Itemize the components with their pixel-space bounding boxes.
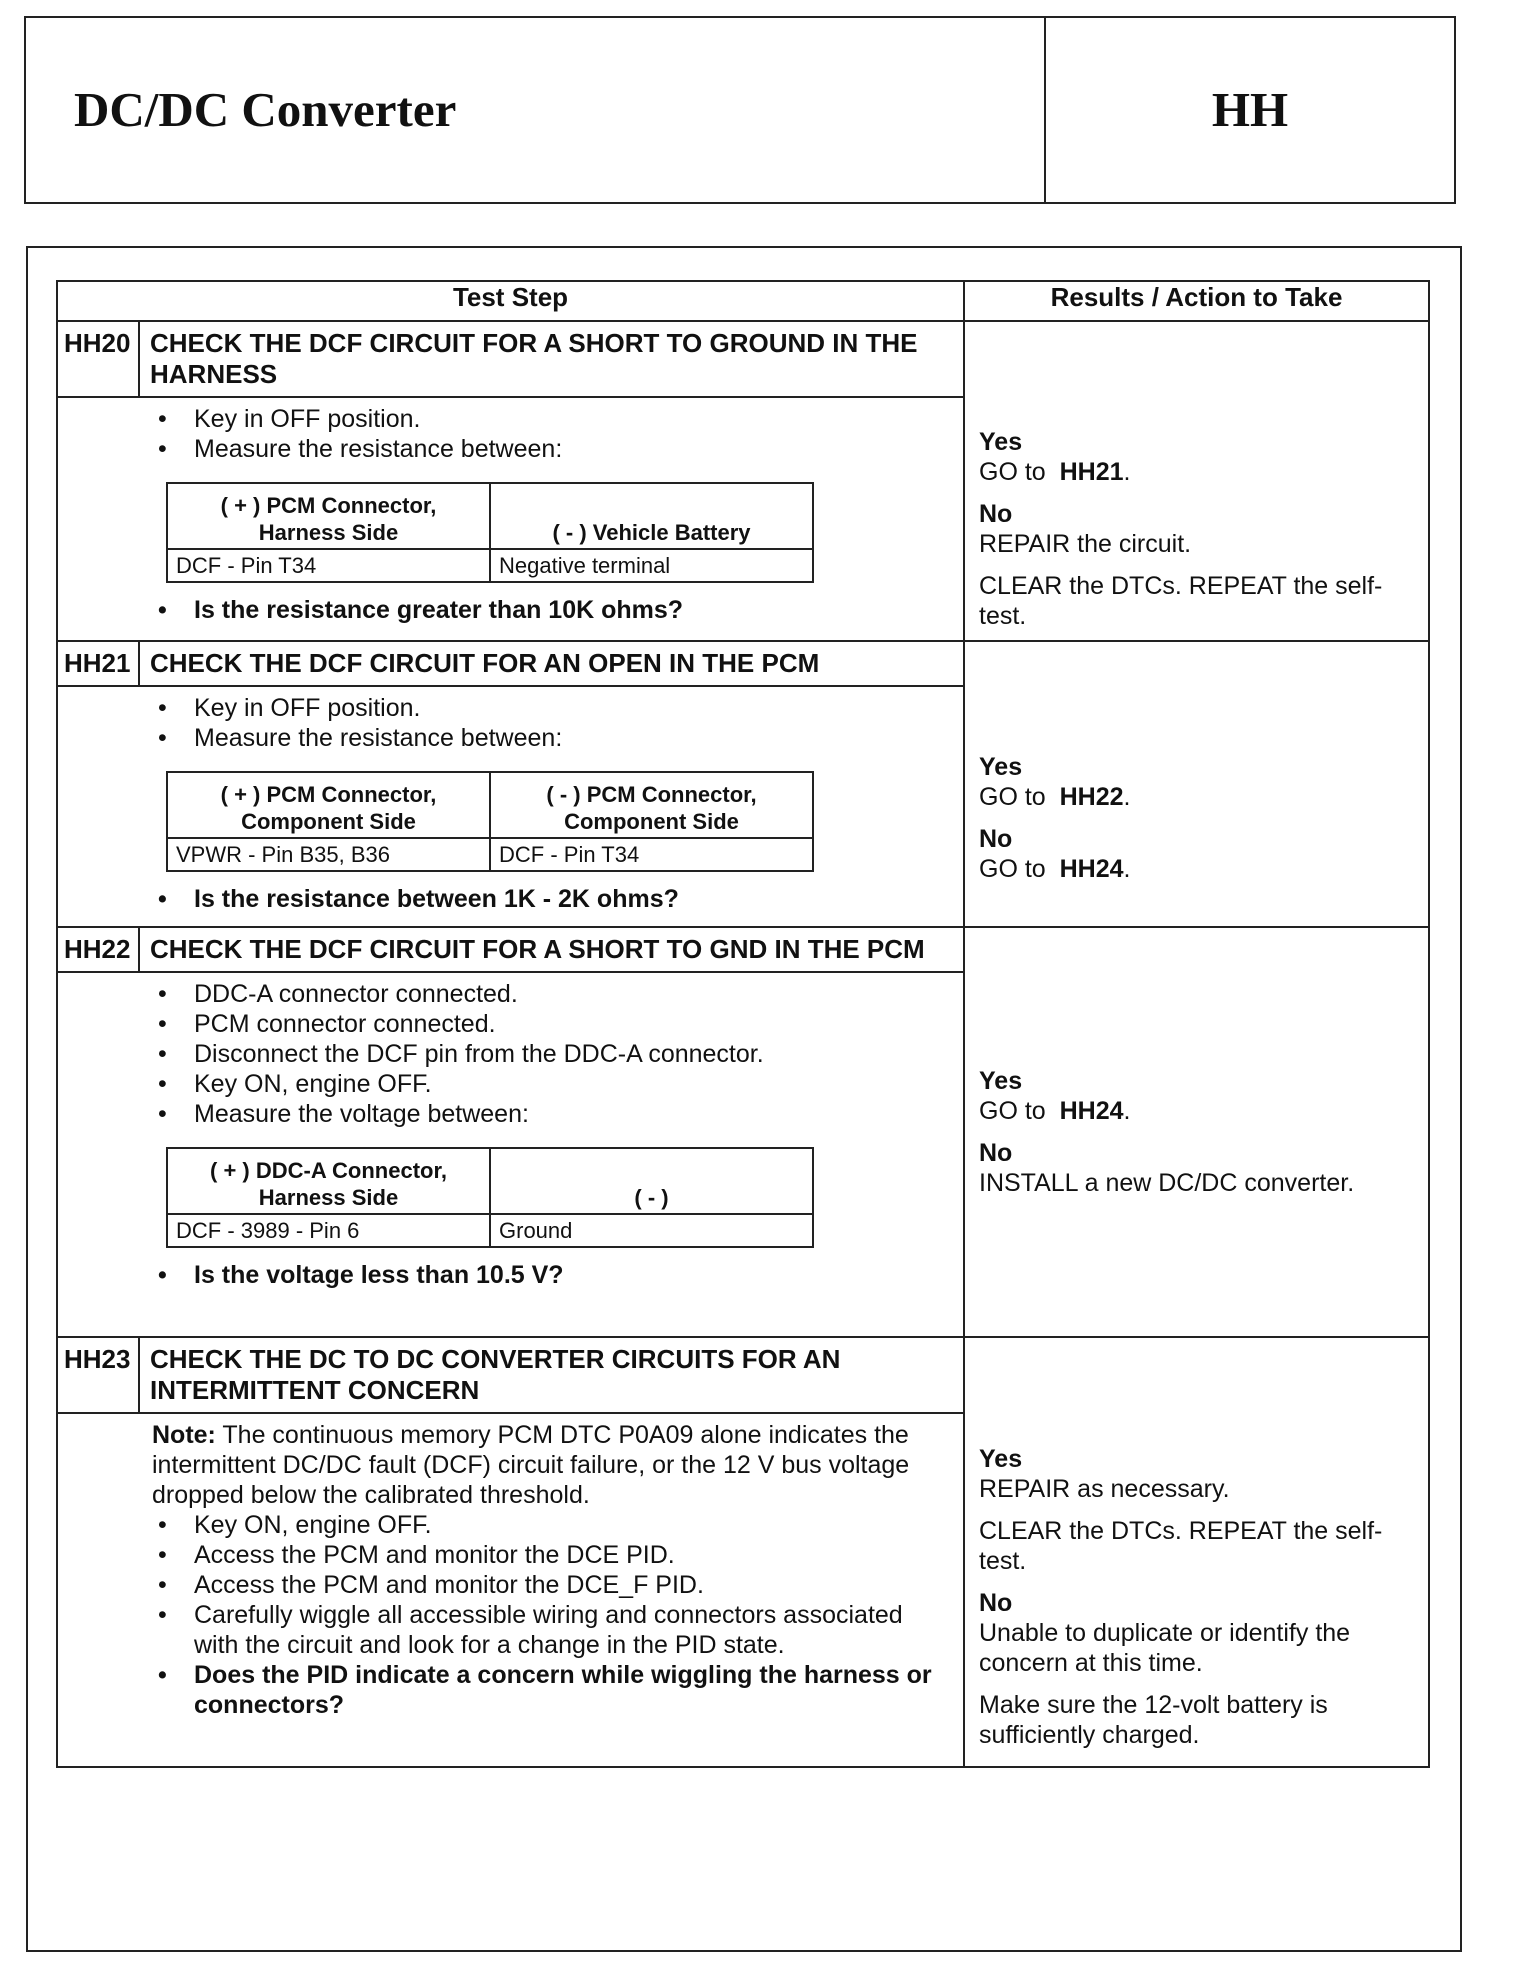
- step-row-hh20: [57, 321, 1429, 641]
- yes-label: Yes: [979, 428, 1023, 456]
- yes-label: Yes: [979, 1067, 1023, 1095]
- step-bullet: • Measure the resistance between:: [152, 723, 953, 753]
- yes-action-2: CLEAR the DTCs. REPEAT the self-test.: [979, 1517, 1383, 1575]
- step-bullet: • Access the PCM and monitor the DCE_F PID.: [152, 1570, 953, 1600]
- no-label: No: [979, 500, 1013, 528]
- measurement-cell-negative: Negative terminal: [490, 549, 813, 582]
- no-action-2: Make sure the 12-volt battery is sufficiently charged.: [979, 1691, 1328, 1749]
- measurement-header-negative: ( - ) PCM Connector, Component Side: [490, 772, 813, 838]
- step-row-hh22: [57, 927, 1429, 1337]
- yes-target-link[interactable]: HH24: [1059, 1097, 1124, 1125]
- page-header: [24, 16, 1456, 204]
- step-bullet: • PCM connector connected.: [152, 1009, 953, 1039]
- measurement-header-positive: ( + ) PCM Connector, Harness Side: [167, 483, 490, 549]
- measurement-header-negative: ( - ) Vehicle Battery: [490, 483, 813, 549]
- no-action: GO to: [979, 855, 1046, 883]
- step-id: HH21: [58, 642, 140, 685]
- step-bullet: • Access the PCM and monitor the DCE PID.: [152, 1540, 953, 1570]
- result-block: [965, 642, 1428, 884]
- measurement-header-negative: ( - ): [490, 1148, 813, 1214]
- yes-target-link[interactable]: HH21: [1059, 458, 1124, 486]
- no-action-2: CLEAR the DTCs. REPEAT the self-test.: [979, 572, 1383, 630]
- step-id: HH22: [58, 928, 140, 971]
- note-text: The continuous memory PCM DTC P0A09 alone indicates the intermittent DC/DC fault (DCF) circuit failure, or the 12 V bus voltage dropped below the calibrated threshold.: [152, 1421, 910, 1509]
- yes-action: GO to: [979, 1097, 1046, 1125]
- step-bullet: • Key in OFF position.: [152, 693, 953, 723]
- no-label: No: [979, 825, 1013, 853]
- column-header-test-step: Test Step: [57, 281, 964, 321]
- yes-label: Yes: [979, 753, 1023, 781]
- no-action: REPAIR the circuit.: [979, 530, 1192, 558]
- measurement-table: [166, 771, 814, 872]
- no-label: No: [979, 1139, 1013, 1167]
- step-bullet: • Disconnect the DCF pin from the DDC-A connector.: [152, 1039, 953, 1069]
- step-bullet: • Carefully wiggle all accessible wiring and connectors associated with the circuit and look for a change in the PID state.: [152, 1600, 953, 1660]
- step-question: • Is the resistance between 1K - 2K ohms?: [152, 884, 953, 914]
- measurement-header-positive: ( + ) DDC-A Connector, Harness Side: [167, 1148, 490, 1214]
- yes-action: GO to: [979, 458, 1046, 486]
- result-block: [965, 1338, 1428, 1750]
- step-title: CHECK THE DC TO DC CONVERTER CIRCUITS FOR AN INTERMITTENT CONCERN: [150, 1344, 841, 1405]
- step-title: CHECK THE DCF CIRCUIT FOR A SHORT TO GND IN THE PCM: [150, 934, 925, 964]
- page-title: DC/DC Converter: [26, 18, 1046, 202]
- step-bullet: • Measure the voltage between:: [152, 1099, 953, 1129]
- measurement-cell-positive: VPWR - Pin B35, B36: [167, 838, 490, 871]
- yes-label: Yes: [979, 1445, 1023, 1473]
- step-bullet: • Key ON, engine OFF.: [152, 1069, 953, 1099]
- no-label: No: [979, 1589, 1013, 1617]
- step-title: CHECK THE DCF CIRCUIT FOR AN OPEN IN THE PCM: [150, 648, 820, 678]
- measurement-cell-negative: DCF - Pin T34: [490, 838, 813, 871]
- punctuation: .: [1123, 855, 1131, 883]
- step-title: CHECK THE DCF CIRCUIT FOR A SHORT TO GROUND IN THE HARNESS: [150, 328, 918, 389]
- step-note: [152, 1420, 953, 1510]
- measurement-cell-positive: DCF - 3989 - Pin 6: [167, 1214, 490, 1247]
- step-question: • Is the resistance greater than 10K ohms?: [152, 595, 953, 625]
- yes-action: REPAIR as necessary.: [979, 1475, 1230, 1503]
- step-bullet: • Measure the resistance between:: [152, 434, 953, 464]
- punctuation: .: [1123, 458, 1131, 486]
- step-id: HH23: [58, 1338, 140, 1412]
- measurement-cell-negative: Ground: [490, 1214, 813, 1247]
- punctuation: .: [1123, 1097, 1131, 1125]
- no-action: Unable to duplicate or identify the concern at this time.: [979, 1619, 1351, 1677]
- yes-target-link[interactable]: HH22: [1059, 783, 1124, 811]
- punctuation: .: [1123, 783, 1131, 811]
- step-id: HH20: [58, 322, 140, 396]
- note-label: Note:: [152, 1421, 216, 1449]
- step-bullet: • Key ON, engine OFF.: [152, 1510, 953, 1540]
- no-target-link[interactable]: HH24: [1059, 855, 1124, 883]
- measurement-table: [166, 482, 814, 583]
- measurement-table: [166, 1147, 814, 1248]
- measurement-header-positive: ( + ) PCM Connector, Component Side: [167, 772, 490, 838]
- result-block: [965, 928, 1428, 1198]
- section-code: HH: [1211, 82, 1289, 137]
- test-step-table: [56, 280, 1430, 1768]
- step-bullet: • Key in OFF position.: [152, 404, 953, 434]
- no-action: INSTALL a new DC/DC converter.: [979, 1169, 1355, 1197]
- yes-action: GO to: [979, 783, 1046, 811]
- column-header-results: Results / Action to Take: [964, 281, 1429, 321]
- measurement-cell-positive: DCF - Pin T34: [167, 549, 490, 582]
- step-question: • Is the voltage less than 10.5 V?: [152, 1260, 953, 1290]
- step-row-hh21: [57, 641, 1429, 927]
- step-row-hh23: [57, 1337, 1429, 1767]
- step-bullet: • DDC-A connector connected.: [152, 979, 953, 1009]
- result-block: [965, 322, 1428, 631]
- step-question: • Does the PID indicate a concern while wiggling the harness or connectors?: [152, 1660, 953, 1720]
